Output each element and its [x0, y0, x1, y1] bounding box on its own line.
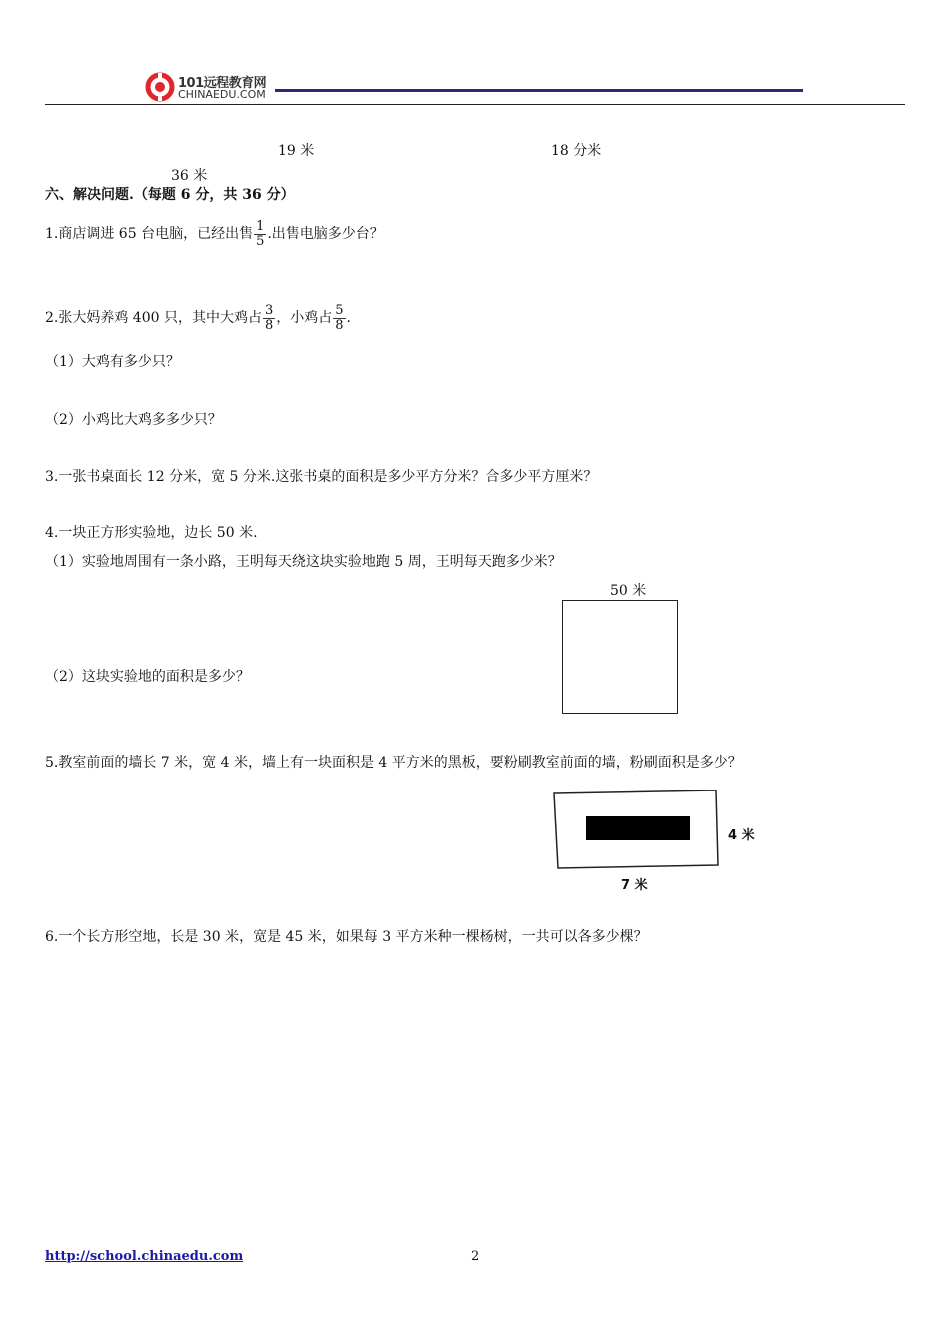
- blackboard-rect: [586, 816, 690, 840]
- section-title: 六、解决问题.（每题 6 分，共 36 分）: [45, 187, 295, 203]
- q1-text-pre: 1.商店调进 65 台电脑，已经出售: [45, 226, 254, 242]
- logo-ring-icon: [145, 72, 175, 102]
- wall-blackboard-figure: [550, 790, 730, 870]
- q2-f1-den: 8: [264, 317, 274, 333]
- q2-f2-den: 8: [335, 317, 344, 333]
- q2-text-pre: 2.张大妈养鸡 400 只，其中大鸡占: [45, 310, 262, 326]
- q2-text-mid: ，小鸡占: [276, 310, 333, 326]
- q2-fraction-small: [333, 304, 345, 333]
- q2-f2-num: 5: [335, 302, 344, 318]
- q2-sub1: （1）大鸡有多少只？: [45, 354, 180, 370]
- logo-english-text: CHINAEDU.COM: [178, 88, 266, 101]
- q4-sub1: （1）实验地周围有一条小路，王明每天绕这块实验地跑 5 周，王明每天跑多少米？: [45, 554, 562, 570]
- q1-text-post: .出售电脑多少台？: [267, 226, 384, 242]
- question-4: 4.一块正方形实验地，边长 50 米.: [45, 525, 258, 541]
- q4-figure-label: 50 米: [610, 583, 647, 599]
- logo-chinese-text: 101远程教育网: [178, 76, 267, 91]
- q2-text-post: .: [346, 310, 351, 326]
- question-1: [45, 212, 384, 256]
- question-2: [45, 296, 351, 340]
- q2-fraction-big: [263, 304, 275, 333]
- question-3: 3.一张书桌面长 12 分米，宽 5 分米.这张书桌的面积是多少平方分米？合多少平方厘米？: [45, 469, 598, 485]
- header-divider: [45, 104, 905, 105]
- label-19m: 19 米: [278, 143, 315, 159]
- site-logo: [145, 70, 285, 104]
- square-field-figure: [562, 600, 678, 714]
- q2-f1-num: 3: [264, 302, 274, 318]
- label-18dm: 18 分米: [551, 143, 602, 159]
- question-5: 5.教室前面的墙长 7 米，宽 4 米，墙上有一块面积是 4 平方米的黑板，要粉刷教室前面的墙，粉刷面积是多少？: [45, 755, 742, 771]
- q2-sub2: （2）小鸡比大鸡多多少只？: [45, 412, 222, 428]
- footer-school-link[interactable]: http://school.chinaedu.com: [45, 1249, 244, 1264]
- q1-frac-den: 5: [256, 233, 265, 249]
- q5-height-label: 4 米: [728, 828, 755, 843]
- q1-fraction: [254, 220, 266, 249]
- label-36m: 36 米: [171, 168, 208, 184]
- page-number: 2: [471, 1249, 480, 1264]
- q1-frac-num: 1: [256, 218, 265, 234]
- q5-width-label: 7 米: [621, 878, 648, 893]
- q4-sub2: （2）这块实验地的面积是多少？: [45, 669, 250, 685]
- header-accent-line: [275, 89, 803, 92]
- question-6: 6.一个长方形空地，长是 30 米，宽是 45 米，如果每 3 平方米种一棵杨树，一共可以各多少棵？: [45, 929, 648, 945]
